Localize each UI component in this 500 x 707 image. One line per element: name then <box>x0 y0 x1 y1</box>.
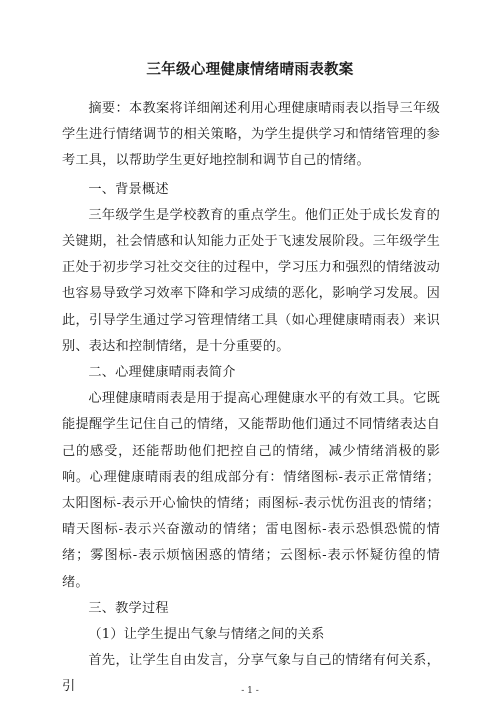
document-body <box>62 96 440 701</box>
page-number: - 1 - <box>241 686 259 696</box>
section-heading-background: 一、背景概述 <box>88 181 169 197</box>
section-heading-introduction: 二、心理健康晴雨表简介 <box>88 365 236 381</box>
section-paragraph-introduction: 心理健康晴雨表是用于提高心理健康水平的有效工具。它既能提醒学生记住自己的情绪，又能帮助他们通过不同情绪表达自己的感受，还能帮助他们把控自己的情绪，减少情绪消极的影响。心理健康晴雨表的组成部分有：情绪图标-表示正常情绪；太阳图标-表示开心愉快的情绪；雨图标-表示忧伤沮丧的情绪；晴天图标-表示兴奋激动的情绪；雷电图标-表示恐惧恐慌的情绪；雾图标-表示烦恼困惑的情绪；云图标-表示怀疑彷徨的情绪。 <box>62 391 440 590</box>
abstract-paragraph: 摘要：本教案将详细阐述利用心理健康晴雨表以指导三年级学生进行情绪调节的相关策略，为学生提供学习和情绪管理的参考工具，以帮助学生更好地控制和调节自己的情绪。 <box>62 101 440 169</box>
document-title: 三年级心理健康情绪晴雨表教案 <box>146 61 354 78</box>
section-paragraph-teaching-process: 首先，让学生自由发言，分享气象与自己的情绪有何关系，引 <box>62 653 440 695</box>
subsection-heading-weather-emotion: （1）让学生提出气象与情绪之间的关系 <box>88 627 325 643</box>
section-paragraph-background: 三年级学生是学校教育的重点学生。他们正处于成长发育的关键期，社会情感和认知能力正处于飞速发展阶段。三年级学生正处于初步学习社交交往的过程中，学习压力和强烈的情绪波动也容易导致学习效率下降和学习成绩的恶化，影响学习发展。因此，引导学生通过学习管理情绪工具（如心理健康晴雨表）来识别、表达和控制情绪，是十分重要的。 <box>62 207 440 354</box>
section-heading-teaching-process: 三、教学过程 <box>88 600 169 616</box>
